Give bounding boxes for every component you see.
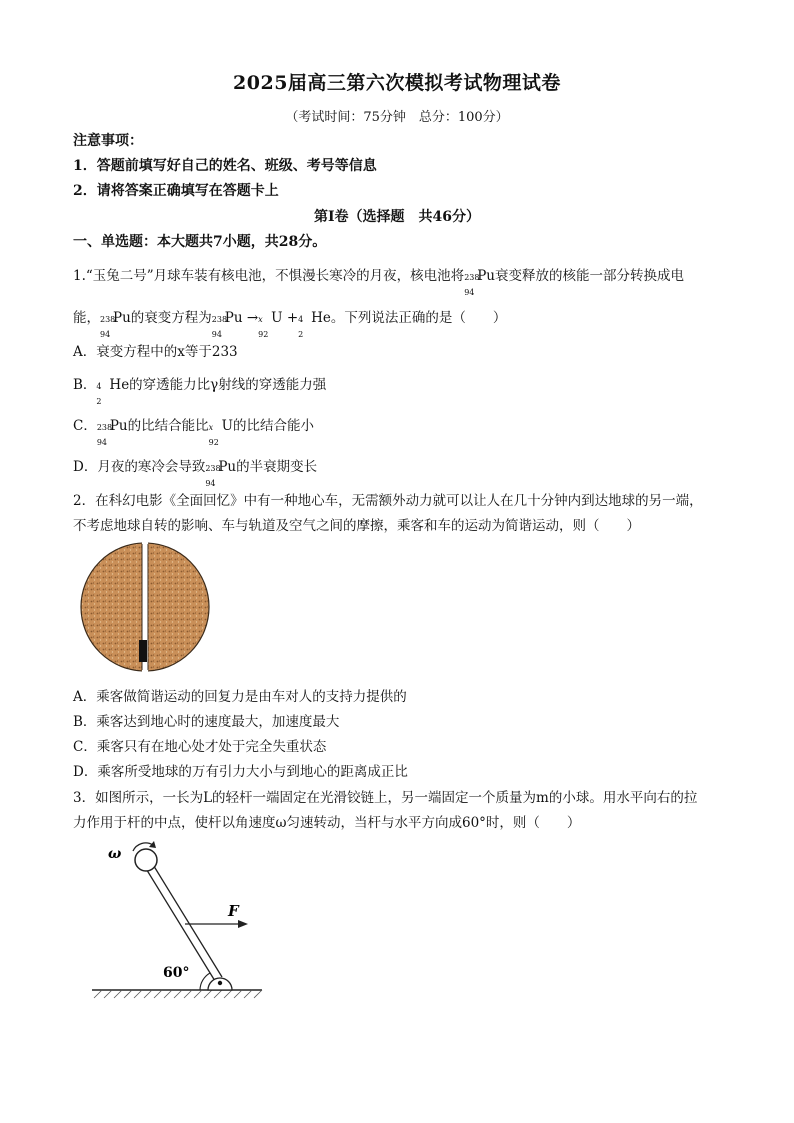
q2-line-1: 2．在科幻电影《全面回忆》中有一种地心车，无需额外动力就可以让人在几十分钟内到达地球的另一端， bbox=[73, 493, 703, 509]
q2-option-a: A．乘客做简谐运动的回复力是由车对人的支持力提供的 bbox=[73, 689, 407, 705]
q1-line-1: 1.“玉兔二号”月球车装有核电池，不惧漫长寒冷的月夜，核电池将 238 94 Pu衰变释放的核能一部分转换成电 bbox=[73, 268, 684, 297]
notes-heading: 注意事项： bbox=[73, 133, 143, 149]
q3-line-2: 力作用于杆的中点，使杆以角速度ω匀速转动，当杆与水平方向成60°时，则（ ） bbox=[73, 815, 581, 831]
volume-heading: 第Ⅰ卷（选择题 共46分） bbox=[313, 209, 481, 225]
section-heading: 一、单选题：本大题共7小题，共28分。 bbox=[73, 234, 327, 250]
q1-line-2: 能， 238 94 Pu的衰变方程为 238 94 Pu → x 92 U + 4 2 He。下列说法正确的是（ ） bbox=[73, 310, 507, 339]
tunnel-car bbox=[139, 640, 147, 662]
earth-tunnel-figure bbox=[72, 540, 212, 674]
exam-subtitle: （考试时间：75分钟 总分：100分） bbox=[285, 110, 509, 125]
q1-option-b: B． 4 2 He的穿透能力比γ射线的穿透能力强 bbox=[73, 377, 327, 406]
q1-option-a: A．衰变方程中的x等于233 bbox=[73, 344, 238, 360]
ground-hatch bbox=[94, 990, 262, 998]
q2-option-d: D．乘客所受地球的万有引力大小与到地心的距离成正比 bbox=[73, 764, 408, 780]
q1-option-c: C． 238 94 Pu的比结合能比 x 92 U的比结合能小 bbox=[73, 418, 315, 447]
omega-label: ω bbox=[108, 846, 122, 862]
q2-option-c: C．乘客只有在地心处才处于完全失重状态 bbox=[73, 739, 327, 755]
notes-item-1: 1．答题前填写好自己的姓名、班级、考号等信息 bbox=[73, 158, 377, 174]
exam-title: 2025届高三第六次模拟考试物理试卷 bbox=[233, 72, 561, 94]
ball bbox=[135, 849, 157, 871]
q3-line-1: 3．如图所示，一长为L的轻杆一端固定在光滑铰链上，另一端固定一个质量为m的小球。用水平向右的拉 bbox=[73, 790, 698, 806]
rod bbox=[145, 863, 222, 981]
force-label: F bbox=[228, 902, 239, 920]
angle-label: 60° bbox=[163, 965, 190, 981]
q2-option-b: B．乘客达到地心时的速度最大，加速度最大 bbox=[73, 714, 340, 730]
q1-option-d: D．月夜的寒冷会导致 238 94 Pu的半衰期变长 bbox=[73, 459, 318, 488]
rod-figure bbox=[90, 838, 270, 1010]
notes-item-2: 2．请将答案正确填写在答题卡上 bbox=[73, 183, 279, 199]
q2-line-2: 不考虑地球自转的影响、车与轨道及空气之间的摩擦，乘客和车的运动为简谐运动，则（ ） bbox=[73, 518, 640, 534]
